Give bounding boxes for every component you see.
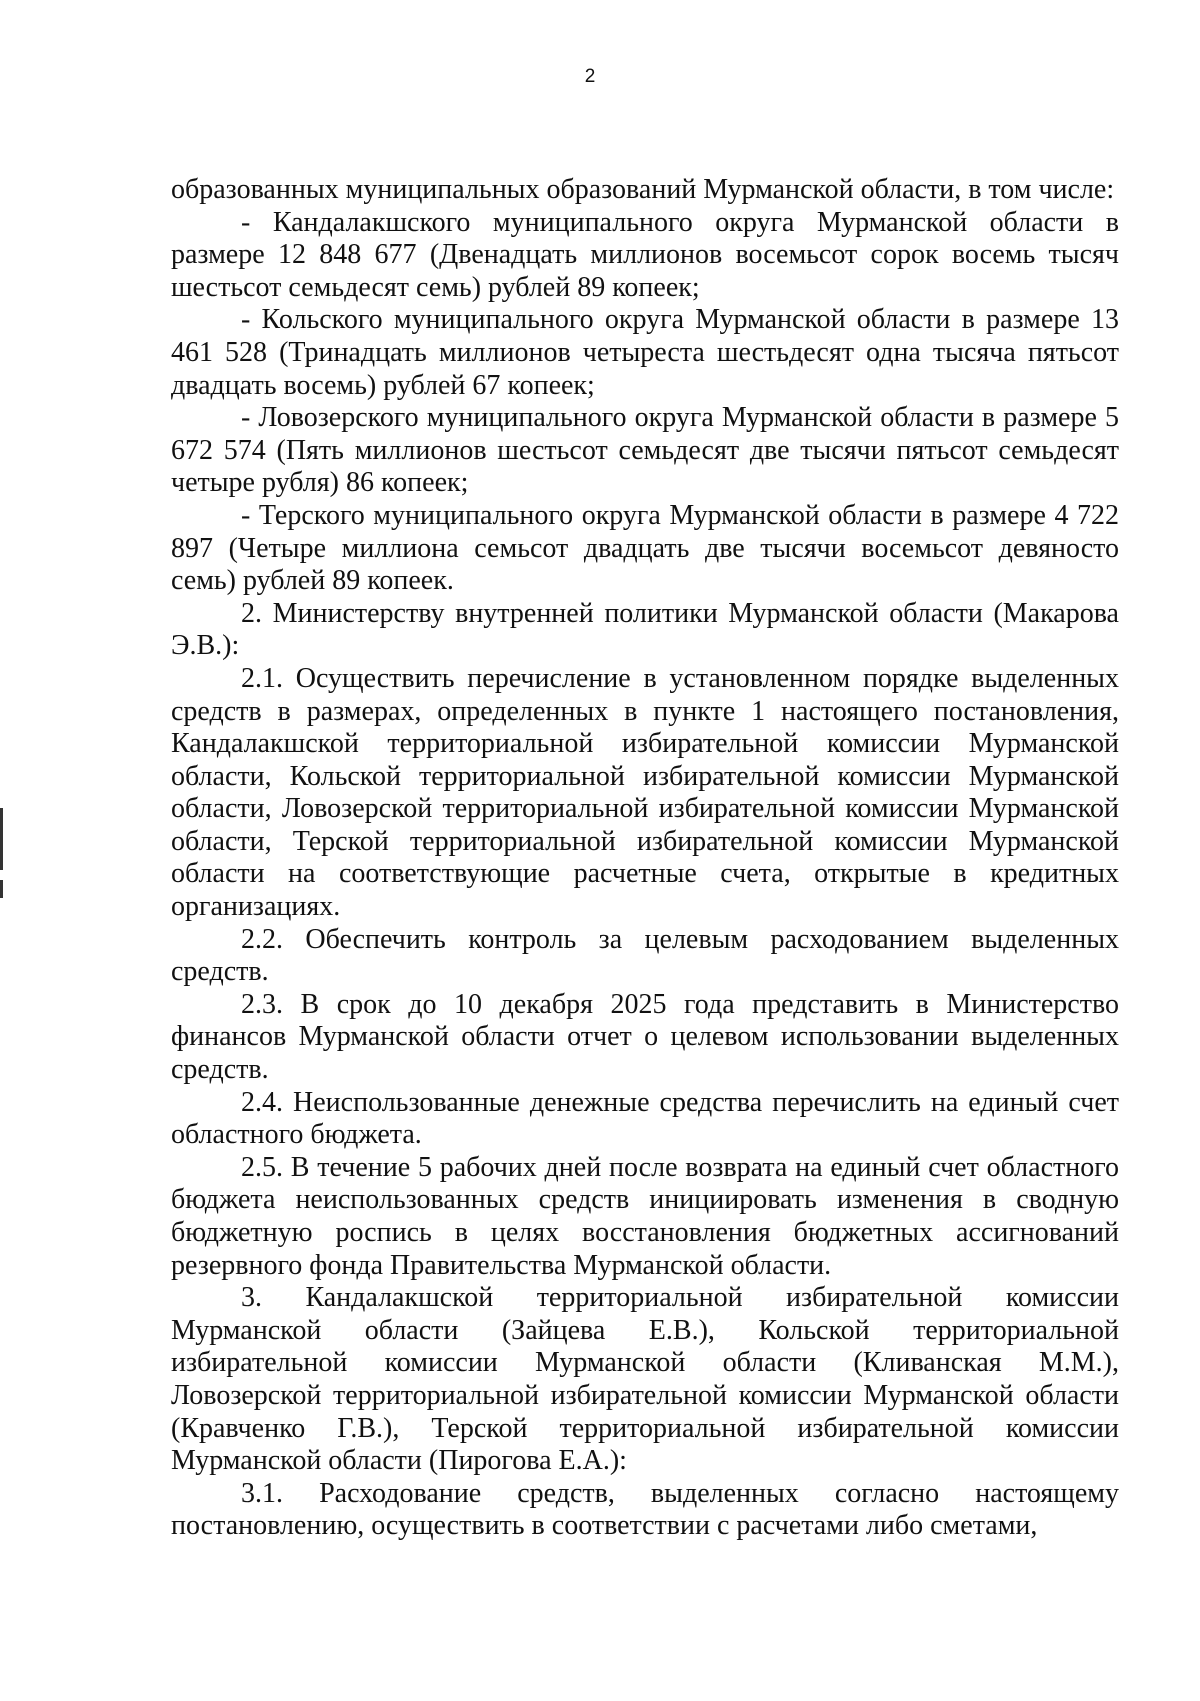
paragraph-lovozero-amount: - Ловозерского муниципального округа Мурманской области в размере 5 672 574 (Пять миллионов шестьсот семьдесят две тысячи пятьсот семьдесят четыре рубля) 86 копеек; — [171, 402, 1119, 499]
paragraph-item-2-3: 2.3. В срок до 10 декабря 2025 года представить в Министерство финансов Мурманской области отчет о целевом использовании выделенных средств. — [171, 988, 1119, 1086]
paragraph-tersky-amount: - Терского муниципального округа Мурманской области в размере 4 722 897 (Четыре миллиона семьсот двадцать две тысячи восемьсот девяносто семь) рублей 89 копеек. — [171, 499, 1119, 597]
paragraph-item-3-1: 3.1. Расходование средств, выделенных согласно настоящему постановлению, осуществить в соответствии с расчетами либо сметами, — [171, 1477, 1119, 1542]
document-body — [171, 174, 1119, 1543]
scan-margin-mark — [0, 880, 3, 898]
page-number: 2 — [584, 66, 596, 87]
paragraph-item-2: 2. Министерству внутренней политики Мурманской области (Макарова Э.В.): — [171, 597, 1119, 662]
paragraph-intro-continuation: образованных муниципальных образований Мурманской области, в том числе: — [171, 174, 1115, 205]
scan-margin-mark — [0, 808, 3, 870]
paragraph-item-2-5: 2.5. В течение 5 рабочих дней после возврата на единый счет областного бюджета неиспользованных средств инициировать изменения в сводную бюджетную роспись в целях восстановления бюджетных ассигнований резервного фонда Правительства Мурманской области. — [171, 1151, 1119, 1281]
paragraph-item-2-2: 2.2. Обеспечить контроль за целевым расходованием выделенных средств. — [171, 923, 1119, 988]
paragraph-kandalaksha-amount: - Кандалакшского муниципального округа Мурманской области в размере 12 848 677 (Двенадцать миллионов восемьсот сорок восемь тысяч шестьсот семьдесят семь) рублей 89 копеек; — [171, 206, 1119, 303]
paragraph-item-3: 3. Кандалакшской территориальной избирательной комиссии Мурманской области (Зайцева Е.В.), Кольской территориальной избирательной комиссии Мурманской области (Кливанская М.М.), Ловозерской территориальной избирательной комиссии Мурманской области (Кравченко Г.В.), Терской территориальной избирательной комиссии Мурманской области (Пирогова Е.А.): — [171, 1282, 1119, 1477]
paragraph-item-2-4: 2.4. Неиспользованные денежные средства перечислить на единый счет областного бюджета. — [171, 1086, 1119, 1151]
paragraph-kola-amount: - Кольского муниципального округа Мурманской области в размере 13 461 528 (Тринадцать миллионов четыреста шестьдесят одна тысяча пятьсот двадцать восемь) рублей 67 копеек; — [171, 304, 1119, 401]
paragraph-item-2-1: 2.1. Осуществить перечисление в установленном порядке выделенных средств в размерах, определенных в пункте 1 настоящего постановления, Кандалакшской территориальной избирательной комиссии Мурманской области, Кольской территориальной избирательной комиссии Мурманской области, Ловозерской территориальной избирательной комиссии Мурманской области, Терской территориальной избирательной комиссии Мурманской области на соответствующие расчетные счета, открытые в кредитных организациях. — [171, 662, 1119, 923]
